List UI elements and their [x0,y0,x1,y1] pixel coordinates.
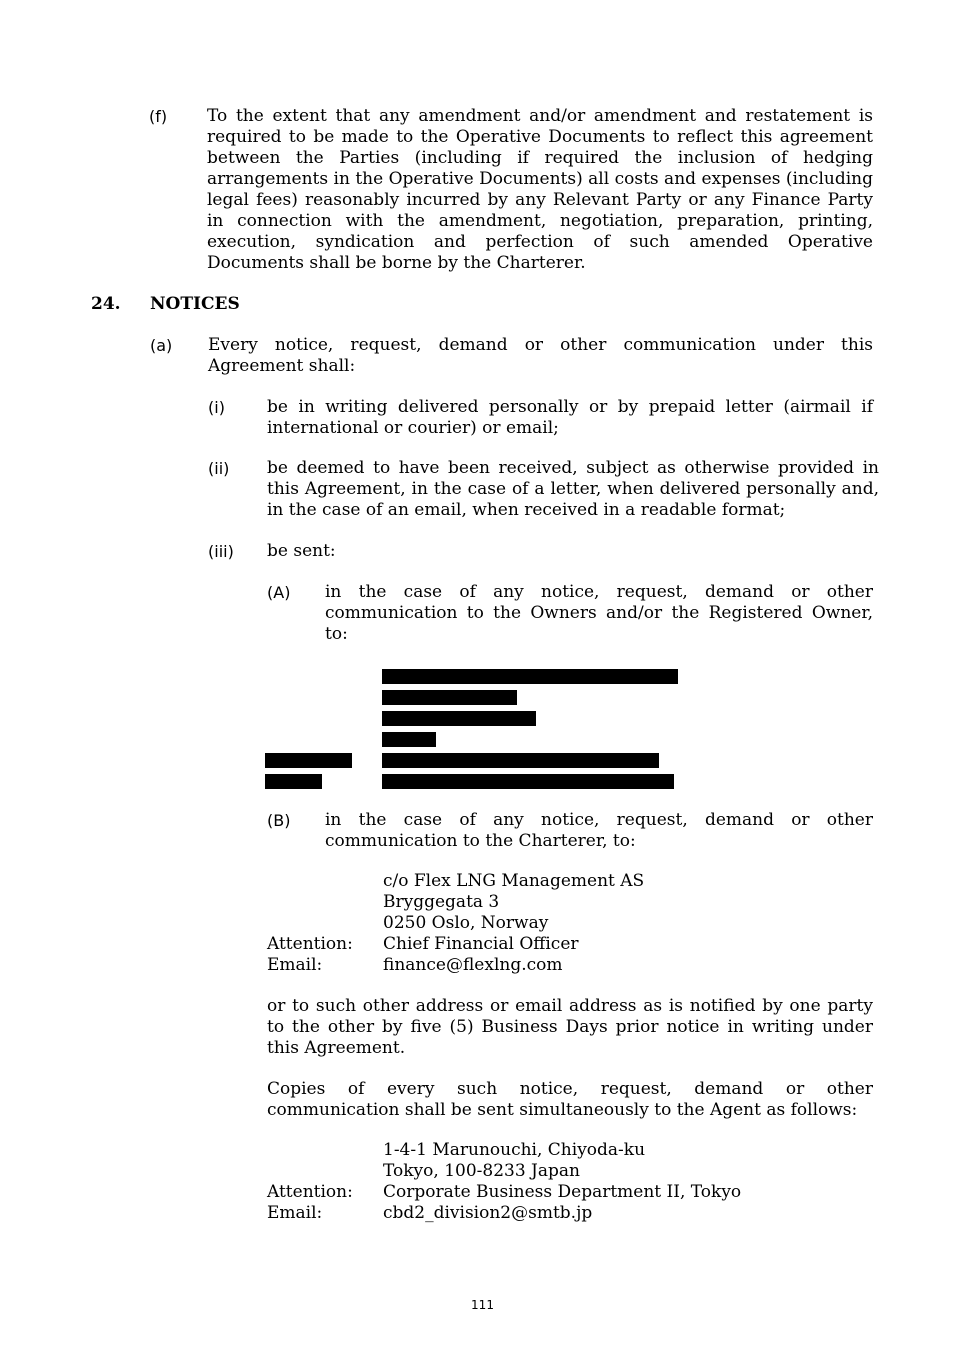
agent-attention-value: Corporate Business Department II, Tokyo [383,1182,742,1202]
item-b-label: (B) [267,811,291,830]
section-title: NOTICES [150,294,240,314]
item-a-label: (A) [267,583,291,602]
clause-f-text: To the extent that any amendment and/or amendment and restatement is required to be made to the Operative Documents to reflect this agreement between the Parties (including if required the inclusion of hedging arrangements in the Operative Documents) all costs and expenses (including legal fees) reasonably incurred by any Relevant Party or any Finance Party in connection with the amendment, negotiation, preparation, printing, execution, syndication and perfection of such amended Operative Documents shall be borne by the Charterer. [207,106,873,273]
charterer-address-line2: Bryggegata 3 [383,892,500,912]
sub-i-label: (i) [208,398,225,417]
redaction-bar [382,669,678,684]
redaction-bar [382,753,659,768]
clause-a-text: Every notice, request, demand or other communication under this Agreement shall: [208,335,873,376]
sub-iii-label: (iii) [208,542,234,561]
charterer-address-line1: c/o Flex LNG Management AS [383,871,645,891]
other-address-paragraph: or to such other address or email address as is notified by one party to the other by five (5) Business Days prior notice in writing under this Agreement. [267,996,873,1058]
copies-paragraph: Copies of every such notice, request, demand or other communication shall be sent simultaneously to the Agent as follows: [267,1079,873,1120]
redaction-bar [265,774,322,789]
charterer-attention-label: Attention: [267,934,353,954]
sub-ii-text: be deemed to have been received, subject as otherwise provided in this Agreement, in the case of a letter, when delivered personally and, in the case of an email, when received in a readable format; [267,458,879,520]
item-a-text: in the case of any notice, request, demand or other communication to the Owners and/or the Registered Owner, to: [325,582,873,644]
charterer-email-label: Email: [267,955,323,975]
section-number: 24. [91,294,121,314]
charterer-attention-value: Chief Financial Officer [383,934,579,954]
charterer-email-value: finance@flexlng.com [383,955,563,975]
sub-i-text: be in writing delivered personally or by prepaid letter (airmail if international or courier) or email; [267,397,873,438]
redaction-bar [265,753,352,768]
redaction-bar [382,732,436,747]
agent-email-value: cbd2_division2@smtb.jp [383,1203,593,1223]
agent-attention-label: Attention: [267,1182,353,1202]
item-b-text: in the case of any notice, request, demand or other communication to the Charterer, to: [325,810,873,851]
charterer-address-line3: 0250 Oslo, Norway [383,913,549,933]
clause-f-label: (f) [149,107,168,126]
sub-ii-label: (ii) [208,459,230,478]
redaction-bar [382,690,517,705]
sub-iii-text: be sent: [267,541,336,561]
redaction-bar [382,711,536,726]
agent-address-line2: Tokyo, 100-8233 Japan [383,1161,580,1181]
agent-address-line1: 1-4-1 Marunouchi, Chiyoda-ku [383,1140,646,1160]
redaction-bar [382,774,674,789]
agent-email-label: Email: [267,1203,323,1223]
clause-a-label: (a) [150,336,173,355]
page-number: 111 [471,1298,494,1312]
